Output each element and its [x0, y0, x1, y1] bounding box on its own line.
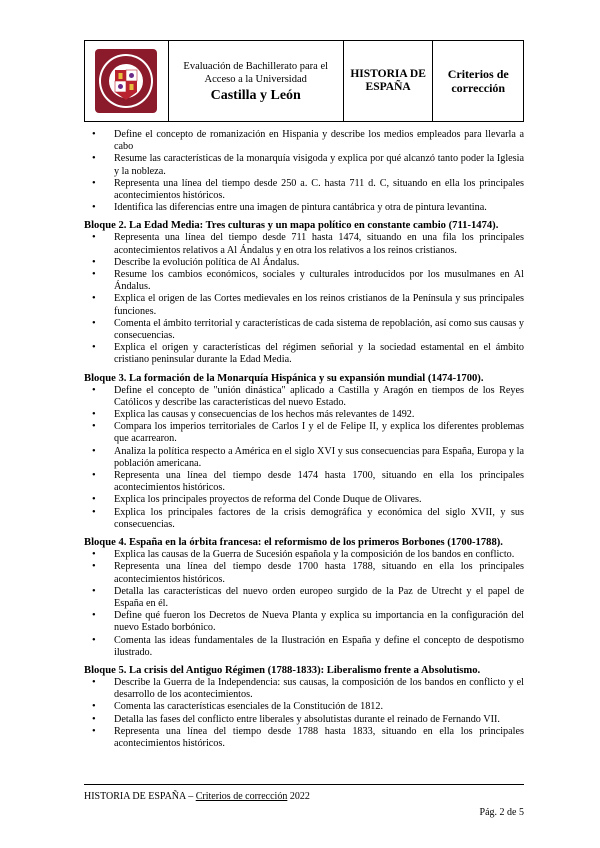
institution-cell — [169, 41, 344, 121]
university-seal-logo — [94, 48, 158, 114]
list-item: • Analiza la política respecto a América en el siglo XVI y sus consecuencias para España, Europa y la población americana. — [84, 446, 524, 470]
list-item: • Representa una línea del tiempo desde 1474 hasta 1700, situando en ella los principales acontecimientos históricos. — [84, 470, 524, 494]
criteria-line-2: corrección — [451, 81, 506, 95]
list-item: • Define el concepto de romanización en Hispania y describe los medios empleados para llevarla a cabo — [84, 129, 524, 153]
list-item: • Representa una línea del tiempo desde 1700 hasta 1788, situando en ella los principales acontecimientos históricos. — [84, 561, 524, 585]
institution-line-2: Acceso a la Universidad — [204, 74, 307, 85]
criteria-cell — [433, 41, 523, 121]
list-item: • Resume los cambios económicos, sociales y culturales introducidos por los musulmanes en Al Ándalus. — [84, 269, 524, 293]
block-3-title: Bloque 3. La formación de la Monarquía Hispánica y su expansión mundial (1474-1700). — [84, 372, 484, 384]
footer-year: 2022 — [289, 791, 310, 802]
footer-subject: HISTORIA DE ESPAÑA — [84, 791, 186, 802]
page-number: Pág. 2 de 5 — [479, 807, 524, 818]
list-item: • Comenta las ideas fundamentales de la Ilustración en España y define el concepto de despotismo ilustrado. — [84, 635, 524, 659]
list-item: • Explica el origen y características del régimen señorial y la sociedad estamental en el ámbito cristiano peninsular durante la Edad Media. — [84, 342, 524, 366]
block-2-title: Bloque 2. La Edad Media: Tres culturas y un mapa político en constante cambio (711-1474). — [84, 220, 499, 232]
header-table — [84, 40, 524, 122]
region-name: Castilla y León — [210, 88, 301, 103]
list-item: • Identifica las diferencias entre una imagen de pintura cantábrica y otra de pintura levantina. — [84, 202, 524, 214]
list-item: • Explica los principales proyectos de reforma del Conde Duque de Olivares. — [84, 494, 524, 506]
block-4-list — [84, 549, 524, 659]
footer-criteria: Criterios de corrección — [195, 791, 288, 802]
list-item: • Comenta el ámbito territorial y características de cada sistema de repoblación, así como sus causas y consecuencias. — [84, 318, 524, 342]
list-item: • Detalla las fases del conflicto entre liberales y absolutistas durante el reinado de Fernando VII. — [84, 714, 524, 726]
list-item: • Representa una línea del tiempo desde 250 a. C. hasta 711 d. C, situando en ella los principales acontecimientos históricos. — [84, 178, 524, 202]
list-item: • Representa una línea del tiempo desde 711 hasta 1474, situando en una fila los principales acontecimientos relativos a Al Ándalus y en otra los relativos a los reinos cristianos. — [84, 232, 524, 256]
block-5-title: Bloque 5. La crisis del Antiguo Régimen (1788-1833): Liberalismo frente a Absolutismo. — [84, 664, 481, 676]
subject-cell — [344, 41, 434, 121]
list-item: • Explica el origen de las Cortes medievales en los reinos cristianos de la Península y sus principales funciones. — [84, 293, 524, 317]
block-3-list — [84, 385, 524, 531]
block-2-list — [84, 232, 524, 366]
list-item: • Define qué fueron los Decretos de Nueva Planta y explica su importancia en la configuración del nuevo Estado borbónico. — [84, 610, 524, 634]
logo-cell — [85, 41, 169, 121]
list-item: • Comenta las características esenciales de la Constitución de 1812. — [84, 701, 524, 713]
subject-line-2: ESPAÑA — [365, 81, 411, 93]
list-item: • Describe la evolución política de Al Ándalus. — [84, 257, 524, 269]
list-item: • Explica las causas y consecuencias de los hechos más relevantes de 1492. — [84, 409, 524, 421]
institution-line-1: Evaluación de Bachillerato para el — [183, 61, 329, 72]
list-item: • Explica las causas de la Guerra de Sucesión española y la composición de los bandos en conflicto. — [84, 549, 524, 561]
criteria-line-1: Criterios de — [447, 67, 509, 81]
list-item: • Define el concepto de "unión dinástica" aplicado a Castilla y Aragón en tiempos de los Reyes Católicos y describe las características del nuevo Estado. — [84, 385, 524, 409]
list-item: • Detalla las características del nuevo orden europeo surgido de la Paz de Utrecht y el papel de España en él. — [84, 586, 524, 610]
footer-caption — [84, 791, 524, 802]
list-item: • Representa una línea del tiempo desde 1788 hasta 1833, situando en ella los principales acontecimientos históricos. — [84, 726, 524, 750]
block-5-list — [84, 677, 524, 750]
subject-line-1: HISTORIA DE — [350, 68, 426, 80]
footer-separator: – — [188, 791, 194, 802]
document-body — [84, 129, 524, 750]
list-item: • Explica los principales factores de la crisis demográfica y económica del siglo XVII, y sus consecuencias. — [84, 507, 524, 531]
intro-list — [84, 129, 524, 214]
list-item: • Describe la Guerra de la Independencia: sus causas, la composición de los bandos en conflicto y el desarrollo de los acontecimientos. — [84, 677, 524, 701]
page-footer — [84, 784, 524, 818]
block-4-title: Bloque 4. España en la órbita francesa: el reformismo de los primeros Borbones (1700-1788). — [84, 537, 503, 549]
list-item: • Resume las características de la monarquía visigoda y explica por qué alcanzó tanto poder la Iglesia y la nobleza. — [84, 153, 524, 177]
list-item: • Compara los imperios territoriales de Carlos I y el de Felipe II, y explica los diferentes problemas que acarrearon. — [84, 421, 524, 445]
